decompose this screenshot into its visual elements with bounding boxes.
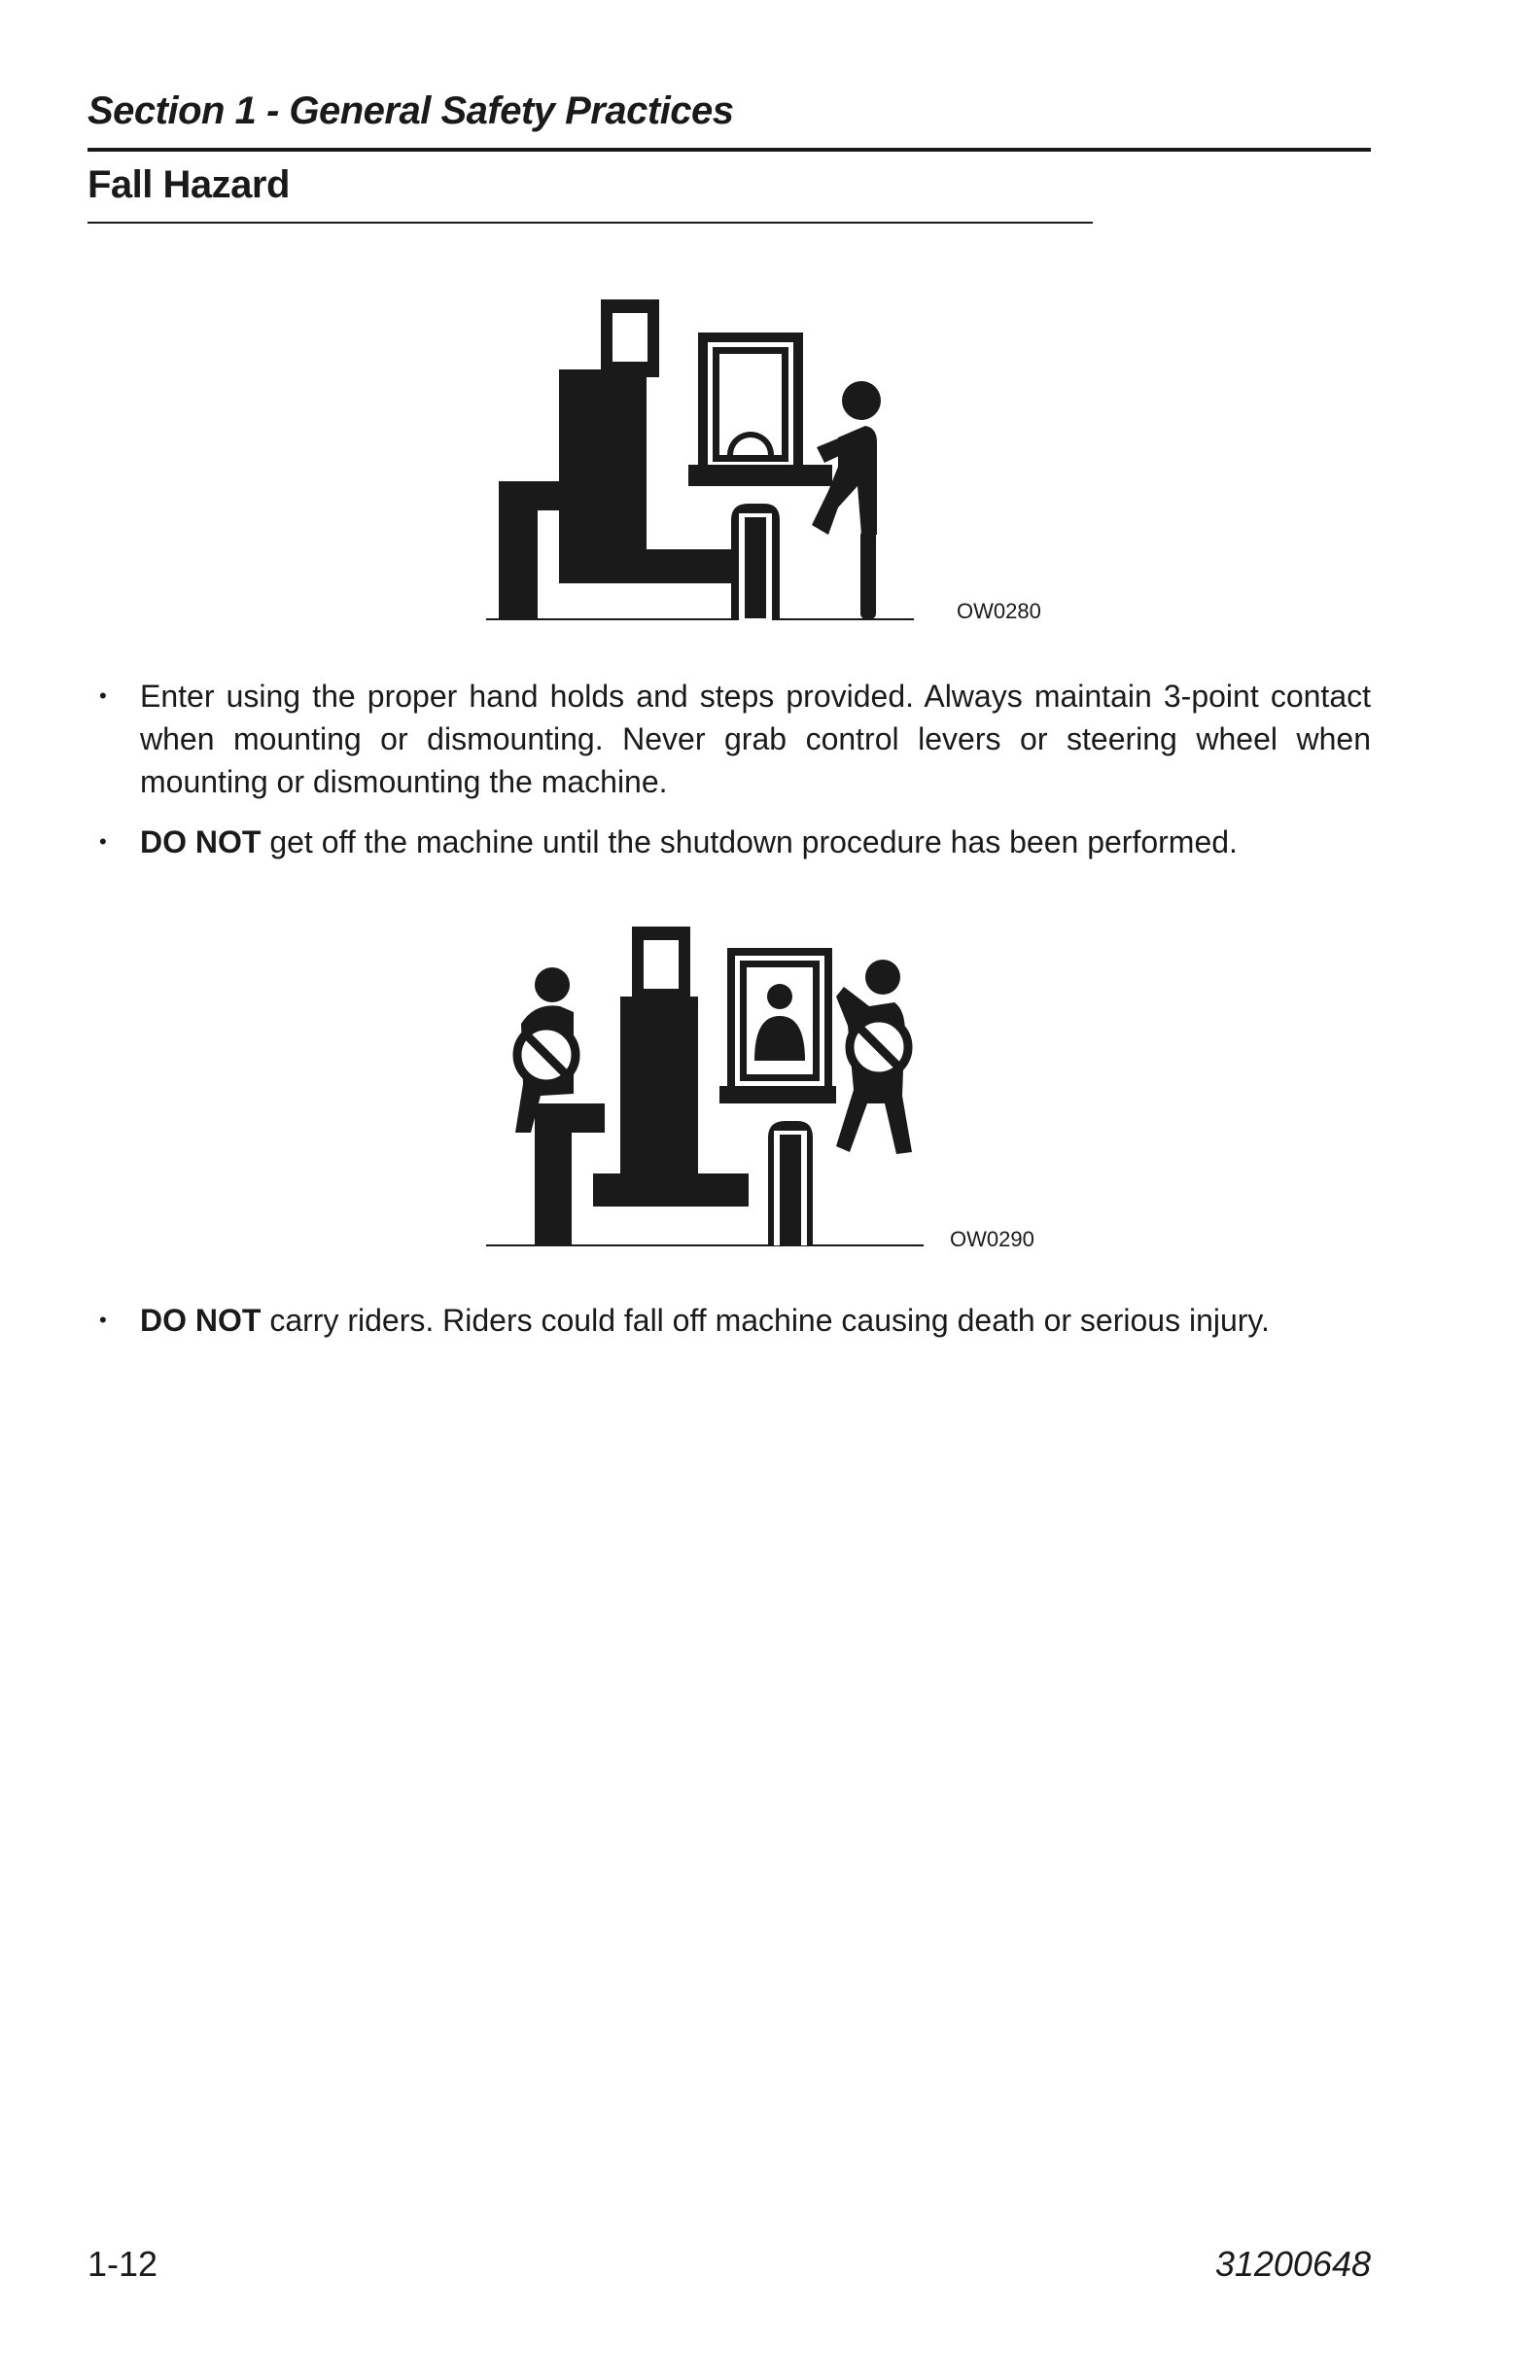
figure-label: OW0280: [957, 599, 1041, 623]
bullet-icon: •: [99, 1308, 107, 1332]
mounting-machine-illustration-icon: [476, 292, 924, 627]
subsection-divider: [88, 222, 1093, 224]
section-divider: [88, 148, 1371, 152]
warning-emphasis: DO NOT: [140, 1303, 262, 1338]
figure-label: OW0290: [950, 1227, 1034, 1251]
bullet-text: Enter using the proper hand holds and steps provided. Always maintain 3-point contact when mounting or dismounting. Never grab control levers or steering wheel when mounting or dismounting the machine.: [140, 679, 1371, 799]
bullet-icon: •: [99, 683, 107, 708]
bullet-body: carry riders. Riders could fall off machine causing death or serious injury.: [261, 1303, 1270, 1338]
list-item: [97, 821, 1371, 863]
list-item: [97, 675, 1371, 803]
warning-emphasis: DO NOT: [140, 824, 262, 859]
no-riders-illustration-icon: [476, 919, 943, 1254]
bullet-body: get off the machine until the shutdown procedure has been performed.: [261, 824, 1238, 859]
subsection-title: Fall Hazard: [88, 163, 290, 206]
figure-mounting: [476, 292, 924, 627]
bullet-icon: •: [99, 829, 107, 854]
document-number: 31200648: [1214, 2244, 1371, 2284]
bullet-text: [140, 1299, 1371, 1342]
page-number: 1-12: [88, 2244, 158, 2284]
list-item: [97, 1299, 1371, 1342]
section-title: Section 1 - General Safety Practices: [88, 89, 734, 132]
bullet-text: [140, 821, 1371, 863]
figure-no-riders: [476, 919, 943, 1254]
